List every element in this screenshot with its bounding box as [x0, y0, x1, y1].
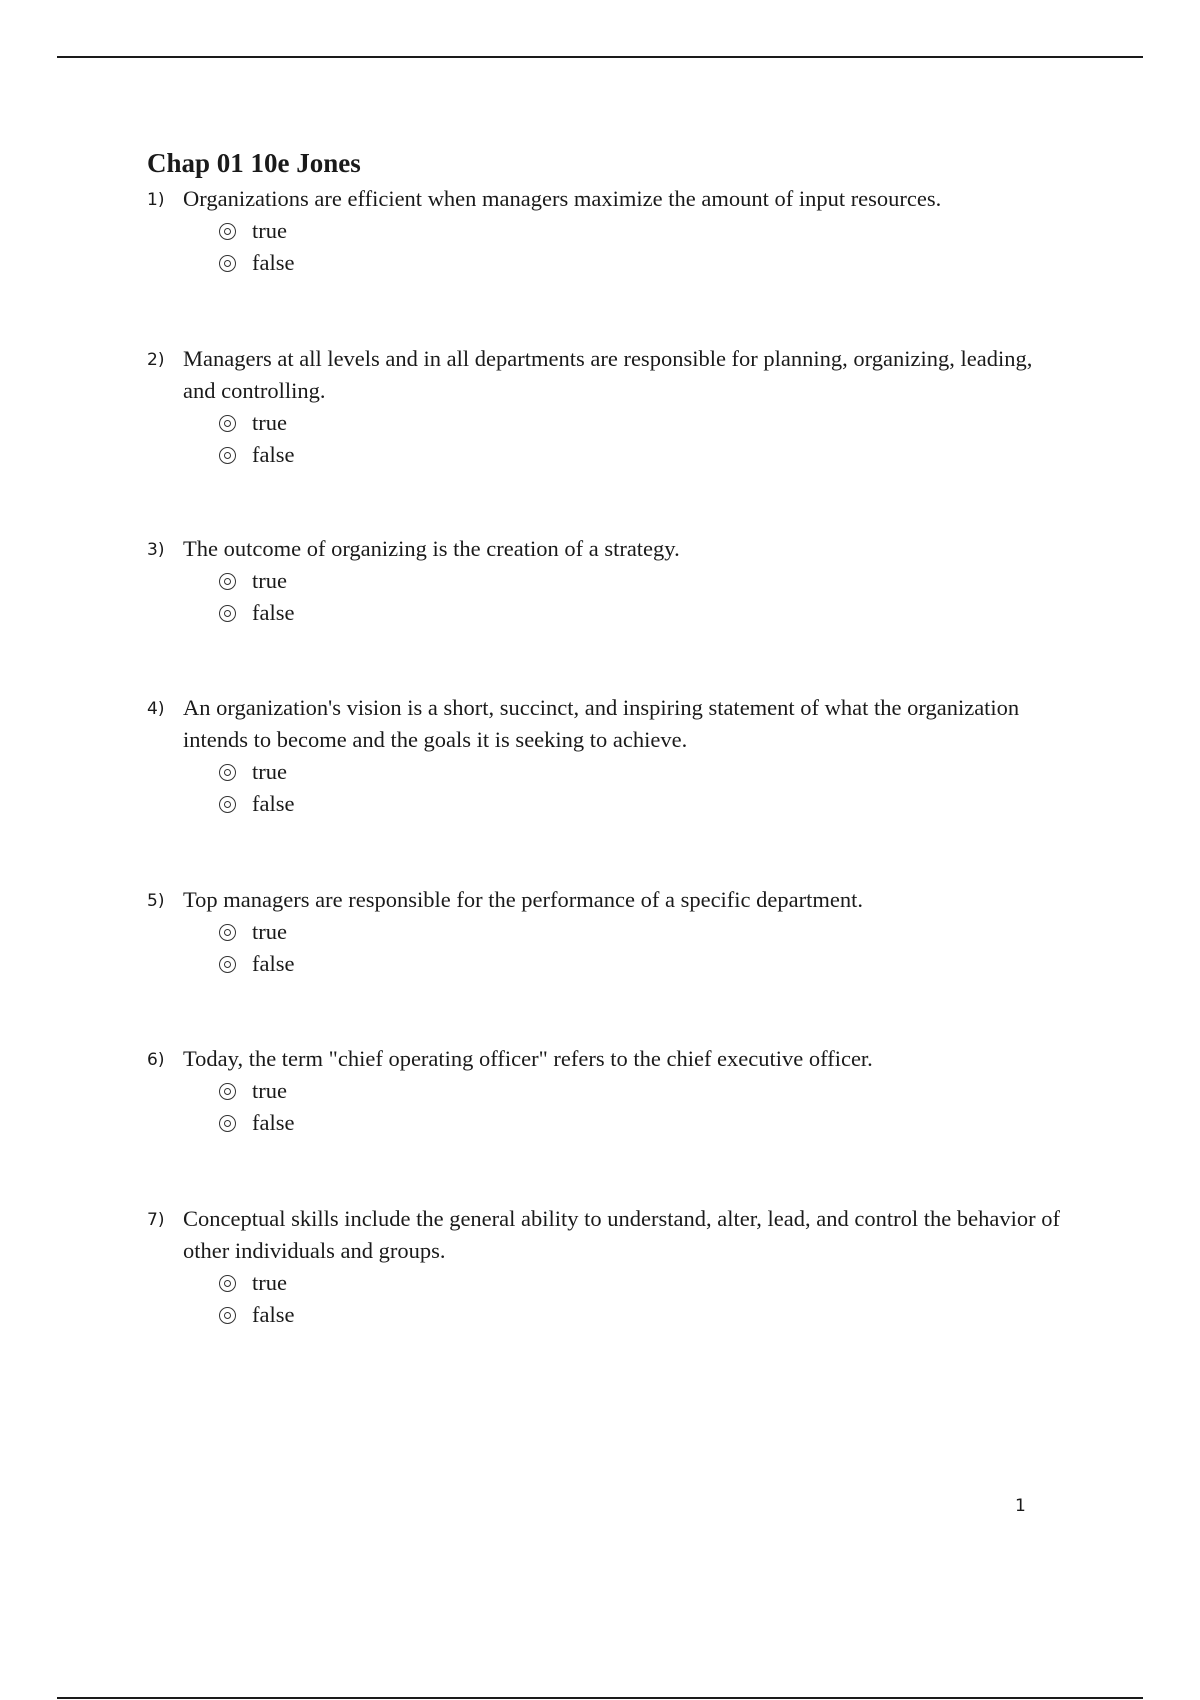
- radio-button-icon[interactable]: [219, 573, 236, 590]
- question-text: Managers at all levels and in all departments are responsible for planning, organizing, leading, and controlling.: [183, 346, 1033, 403]
- option-label: true: [252, 1270, 287, 1295]
- answer-options: [147, 1267, 1097, 1331]
- option-label: false: [252, 250, 295, 275]
- answer-options: [147, 565, 1097, 629]
- question-6: [147, 1043, 1097, 1139]
- question-text: Top managers are responsible for the performance of a specific department.: [183, 887, 863, 912]
- page-number: 1: [1015, 1496, 1026, 1516]
- answer-options: [147, 407, 1097, 471]
- radio-button-icon[interactable]: [219, 1275, 236, 1292]
- option-true[interactable]: [219, 756, 1097, 788]
- radio-button-icon[interactable]: [219, 605, 236, 622]
- option-true[interactable]: [219, 1075, 1097, 1107]
- option-label: false: [252, 1302, 295, 1327]
- header-rule: [57, 56, 1143, 58]
- question-text: Conceptual skills include the general ability to understand, alter, lead, and control the behavior of other individuals and groups.: [183, 1206, 1060, 1263]
- question-number: 3): [147, 540, 165, 560]
- question-text: The outcome of organizing is the creation of a strategy.: [183, 536, 680, 561]
- option-label: true: [252, 568, 287, 593]
- radio-button-icon[interactable]: [219, 415, 236, 432]
- answer-options: [147, 916, 1097, 980]
- option-label: true: [252, 218, 287, 243]
- option-label: true: [252, 410, 287, 435]
- option-label: true: [252, 919, 287, 944]
- question-1: [147, 183, 1097, 279]
- option-label: false: [252, 442, 295, 467]
- option-true[interactable]: [219, 407, 1097, 439]
- answer-options: [147, 756, 1097, 820]
- radio-button-icon[interactable]: [219, 447, 236, 464]
- option-false[interactable]: [219, 247, 1097, 279]
- radio-button-icon[interactable]: [219, 1083, 236, 1100]
- option-true[interactable]: [219, 565, 1097, 597]
- radio-button-icon[interactable]: [219, 255, 236, 272]
- question-5: [147, 884, 1097, 980]
- option-true[interactable]: [219, 215, 1097, 247]
- question-text: Organizations are efficient when managers maximize the amount of input resources.: [183, 186, 942, 211]
- question-number: 2): [147, 350, 165, 370]
- radio-button-icon[interactable]: [219, 1307, 236, 1324]
- question-number: 7): [147, 1210, 165, 1230]
- question-number: 4): [147, 699, 165, 719]
- answer-options: [147, 1075, 1097, 1139]
- radio-button-icon[interactable]: [219, 764, 236, 781]
- question-2: [147, 343, 1097, 471]
- option-label: false: [252, 600, 295, 625]
- option-label: false: [252, 951, 295, 976]
- option-false[interactable]: [219, 948, 1097, 980]
- question-7: [147, 1203, 1097, 1331]
- radio-button-icon[interactable]: [219, 796, 236, 813]
- question-3: [147, 533, 1097, 629]
- option-label: false: [252, 791, 295, 816]
- option-label: true: [252, 759, 287, 784]
- option-false[interactable]: [219, 439, 1097, 471]
- option-label: true: [252, 1078, 287, 1103]
- question-number: 1): [147, 190, 165, 210]
- answer-options: [147, 215, 1097, 279]
- option-false[interactable]: [219, 597, 1097, 629]
- document-title: Chap 01 10e Jones: [147, 148, 361, 178]
- question-text: An organization's vision is a short, succinct, and inspiring statement of what the organization intends to become and the goals it is seeking to achieve.: [183, 695, 1020, 752]
- radio-button-icon[interactable]: [219, 924, 236, 941]
- option-false[interactable]: [219, 1107, 1097, 1139]
- question-text: Today, the term "chief operating officer" refers to the chief executive officer.: [183, 1046, 873, 1071]
- question-number: 6): [147, 1050, 165, 1070]
- radio-button-icon[interactable]: [219, 1115, 236, 1132]
- radio-button-icon[interactable]: [219, 223, 236, 240]
- option-false[interactable]: [219, 1299, 1097, 1331]
- option-false[interactable]: [219, 788, 1097, 820]
- question-4: [147, 692, 1097, 820]
- option-true[interactable]: [219, 916, 1097, 948]
- footer-rule: [57, 1697, 1143, 1699]
- option-label: false: [252, 1110, 295, 1135]
- option-true[interactable]: [219, 1267, 1097, 1299]
- radio-button-icon[interactable]: [219, 956, 236, 973]
- question-number: 5): [147, 891, 165, 911]
